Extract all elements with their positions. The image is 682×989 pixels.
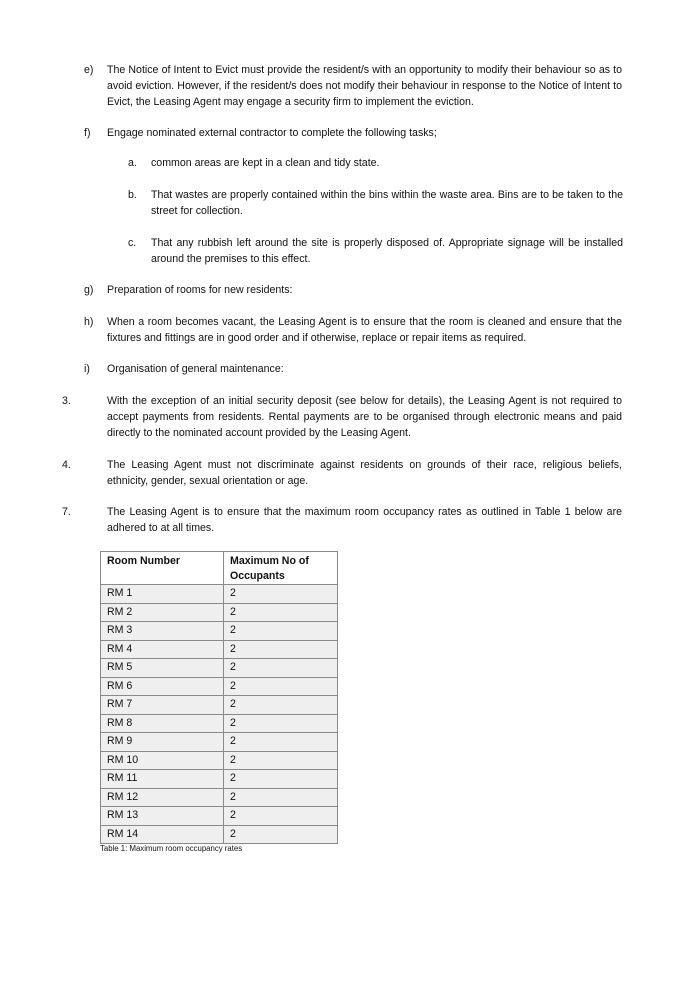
room-number-cell: RM 2 — [101, 603, 224, 622]
sub-item-text: That any rubbish left around the site is properly disposed of. Appropriate signage will be installed around the premises to this effect. — [151, 237, 623, 265]
max-occupants-cell: 2 — [224, 714, 338, 733]
table-row — [101, 751, 338, 770]
table-row — [101, 640, 338, 659]
max-occupants-cell: 2 — [224, 696, 338, 715]
table-row — [101, 733, 338, 752]
sub-item-text: common areas are kept in a clean and tidy state. — [151, 157, 380, 169]
occupancy-table — [100, 551, 338, 844]
room-number-cell: RM 6 — [101, 677, 224, 696]
table-row — [101, 677, 338, 696]
max-occupants-cell: 2 — [224, 585, 338, 604]
list-marker: h) — [84, 316, 94, 328]
max-occupants-cell: 2 — [224, 770, 338, 789]
sub-marker: a. — [128, 157, 137, 169]
table-row — [101, 696, 338, 715]
room-number-cell: RM 11 — [101, 770, 224, 789]
room-number-cell: RM 7 — [101, 696, 224, 715]
max-occupants-cell: 2 — [224, 659, 338, 678]
sub-item-text: That wastes are properly contained within the bins within the waste area. Bins are to be taken to the street for collection. — [151, 189, 623, 217]
max-occupants-cell: 2 — [224, 622, 338, 641]
table-caption: Table 1: Maximum room occupancy rates — [100, 844, 243, 853]
clause-text: The Leasing Agent must not discriminate against residents on grounds of their race, religious beliefs, ethnicity, gender, sexual orientation or age. — [107, 459, 622, 487]
room-number-cell: RM 14 — [101, 825, 224, 844]
clause-text: With the exception of an initial security deposit (see below for details), the Leasing Agent is not required to accept payments from residents. Rental payments are to be organised through electronic means and paid directly to the nominated account provided by the Leasing Agent. — [107, 395, 622, 439]
room-number-cell: RM 4 — [101, 640, 224, 659]
table-row — [101, 770, 338, 789]
list-item-text: When a room becomes vacant, the Leasing Agent is to ensure that the room is cleaned and ensure that the fixtures and fittings are in good order and if otherwise, replace or repair items as required. — [107, 316, 622, 344]
list-item-text: Engage nominated external contractor to complete the following tasks; — [107, 127, 437, 139]
table-row — [101, 825, 338, 844]
list-marker: i) — [84, 363, 90, 375]
max-occupants-cell: 2 — [224, 788, 338, 807]
table-row — [101, 714, 338, 733]
max-occupants-cell: 2 — [224, 733, 338, 752]
table-row — [101, 807, 338, 826]
list-marker: f) — [84, 127, 91, 139]
clause-number: 7. — [62, 506, 71, 518]
table-row — [101, 788, 338, 807]
room-number-cell: RM 3 — [101, 622, 224, 641]
max-occupants-cell: 2 — [224, 751, 338, 770]
max-occupants-cell: 2 — [224, 677, 338, 696]
clause-number: 3. — [62, 395, 71, 407]
room-number-cell: RM 5 — [101, 659, 224, 678]
table-row — [101, 659, 338, 678]
max-occupants-cell: 2 — [224, 640, 338, 659]
max-occupants-cell: 2 — [224, 825, 338, 844]
room-number-cell: RM 9 — [101, 733, 224, 752]
list-marker: e) — [84, 64, 94, 76]
table-body — [101, 585, 338, 844]
clause-number: 4. — [62, 459, 71, 471]
room-number-cell: RM 1 — [101, 585, 224, 604]
table-row — [101, 603, 338, 622]
table-row — [101, 585, 338, 604]
table-row — [101, 622, 338, 641]
list-item-text: Preparation of rooms for new residents: — [107, 284, 293, 296]
room-number-cell: RM 10 — [101, 751, 224, 770]
column-header-room-number: Room Number — [101, 552, 224, 585]
sub-marker: c. — [128, 237, 137, 249]
max-occupants-cell: 2 — [224, 603, 338, 622]
column-header-max-occupants: Maximum No of Occupants — [224, 552, 338, 585]
room-number-cell: RM 8 — [101, 714, 224, 733]
max-occupants-cell: 2 — [224, 807, 338, 826]
list-item-text: Organisation of general maintenance: — [107, 363, 284, 375]
sub-marker: b. — [128, 189, 137, 201]
room-number-cell: RM 12 — [101, 788, 224, 807]
list-marker: g) — [84, 284, 94, 296]
table-header-row — [101, 552, 338, 585]
clause-text: The Leasing Agent is to ensure that the maximum room occupancy rates as outlined in Table 1 below are adhered to at all times. — [107, 506, 622, 534]
list-item-text: The Notice of Intent to Evict must provide the resident/s with an opportunity to modify their behaviour so as to avoid eviction. However, if the resident/s does not modify their behaviour in response to the Notice of Intent to Evict, the Leasing Agent may engage a security firm to implement the eviction. — [107, 64, 622, 108]
room-number-cell: RM 13 — [101, 807, 224, 826]
